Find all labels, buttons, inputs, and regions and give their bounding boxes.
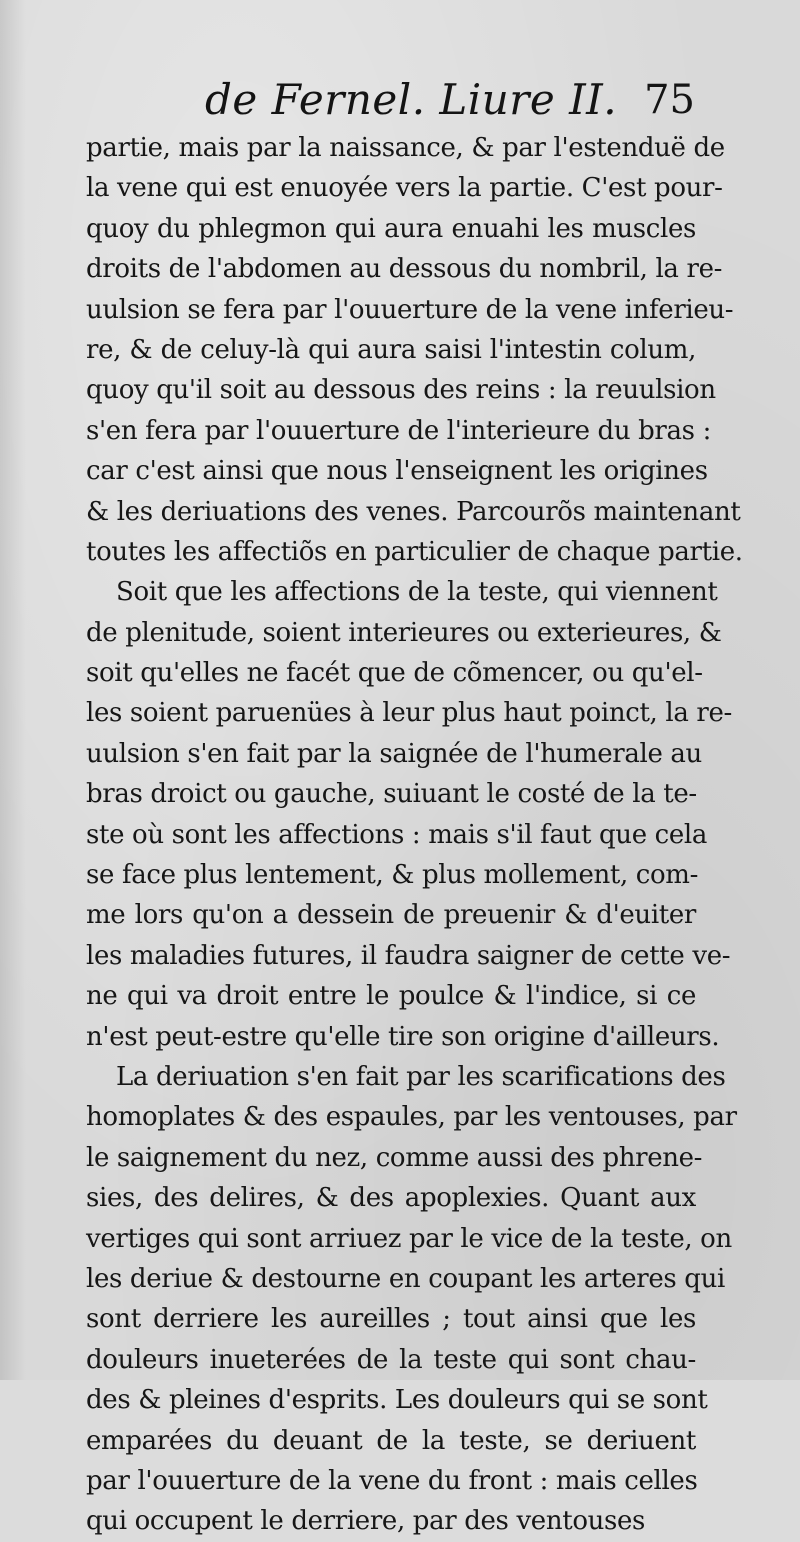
page-number: 75 [644, 77, 695, 123]
text-line: des & pleines d'esprits. Les douleurs qui se sont [86, 1385, 708, 1416]
text-line: me lors qu'on a dessein de preuenir & d'euiter [86, 900, 696, 931]
text-line: quoy qu'il soit au dessous des reins : la reuulsion [86, 375, 716, 406]
text-line: partie, mais par la naissance, & par l'estenduë de [86, 133, 725, 163]
page-header [205, 70, 695, 130]
text-line: vertiges qui sont arriuez par le vice de la teste, on [86, 1223, 732, 1254]
text-line: qui occupent le derriere, par des ventouses [86, 1506, 646, 1537]
text-line: homoplates & des espaules, par les ventouses, par [86, 1102, 737, 1133]
paragraph [86, 128, 743, 572]
text-line: quoy du phlegmon qui aura enuahi les muscles [86, 213, 696, 244]
text-line: car c'est ainsi que nous l'enseignent les origines [86, 456, 708, 487]
text-line: soit qu'elles ne facét que de cõmencer, ou qu'el- [86, 658, 703, 689]
paragraph [86, 572, 732, 1057]
text-line: de plenitude, soient interieures ou exterieures, & [86, 617, 722, 648]
text-line: toutes les affectiõs en particulier de chaque partie. [86, 536, 743, 567]
text-line: par l'ouuerture de la vene du front : mais celles [86, 1465, 698, 1496]
text-line: se face plus lentement, & plus mollement, com- [86, 860, 699, 891]
text-line: La deriuation s'en fait par les scarifications des [116, 1061, 726, 1092]
text-line: emparées du deuant de la teste, se deriuent [86, 1425, 696, 1456]
text-line: les deriue & destourne en coupant les arteres qui [86, 1263, 725, 1294]
text-line: le saignement du nez, comme aussi des phrene- [86, 1142, 703, 1173]
text-line: les soient paruenües à leur plus haut poinct, la re- [86, 698, 732, 729]
text-line: ste où sont les affections : mais s'il faut que cela [86, 819, 708, 850]
text-line: Soit que les affections de la teste, qui viennent [116, 577, 718, 608]
text-line: & les deriuations des venes. Parcourõs maintenant [86, 496, 741, 527]
text-line: re, & de celuy-là qui aura saisi l'intestin colum, [86, 334, 696, 365]
page-gutter-shadow [0, 0, 26, 1380]
text-line: ne qui va droit entre le poulce & l'indice, si ce [86, 981, 696, 1012]
text-line: bras droict ou gauche, suiuant le costé de la te- [86, 779, 697, 810]
running-title: de Fernel. Liure II. [205, 75, 618, 124]
text-line: sont derriere les aureilles ; tout ainsi que les [86, 1304, 696, 1335]
text-line: uulsion s'en fait par la saignée de l'humerale au [86, 738, 702, 769]
text-line: les maladies futures, il faudra saigner de cette ve- [86, 940, 731, 971]
text-line: droits de l'abdomen au dessous du nombril, la re- [86, 254, 723, 285]
text-line: n'est peut-estre qu'elle tire son origine d'ailleurs. [86, 1021, 720, 1052]
body-text [86, 128, 743, 1542]
text-line: douleurs inueterées de la teste qui sont chau- [86, 1344, 696, 1375]
paragraph [86, 1057, 737, 1542]
text-line: s'en fera par l'ouuerture de l'interieure du bras : [86, 415, 711, 446]
text-line: la vene qui est enuoyée vers la partie. C'est pour- [86, 173, 723, 204]
text-line: uulsion se fera par l'ouuerture de la vene inferieu- [86, 294, 734, 325]
text-line: sies, des delires, & des apoplexies. Quant aux [86, 1183, 696, 1214]
